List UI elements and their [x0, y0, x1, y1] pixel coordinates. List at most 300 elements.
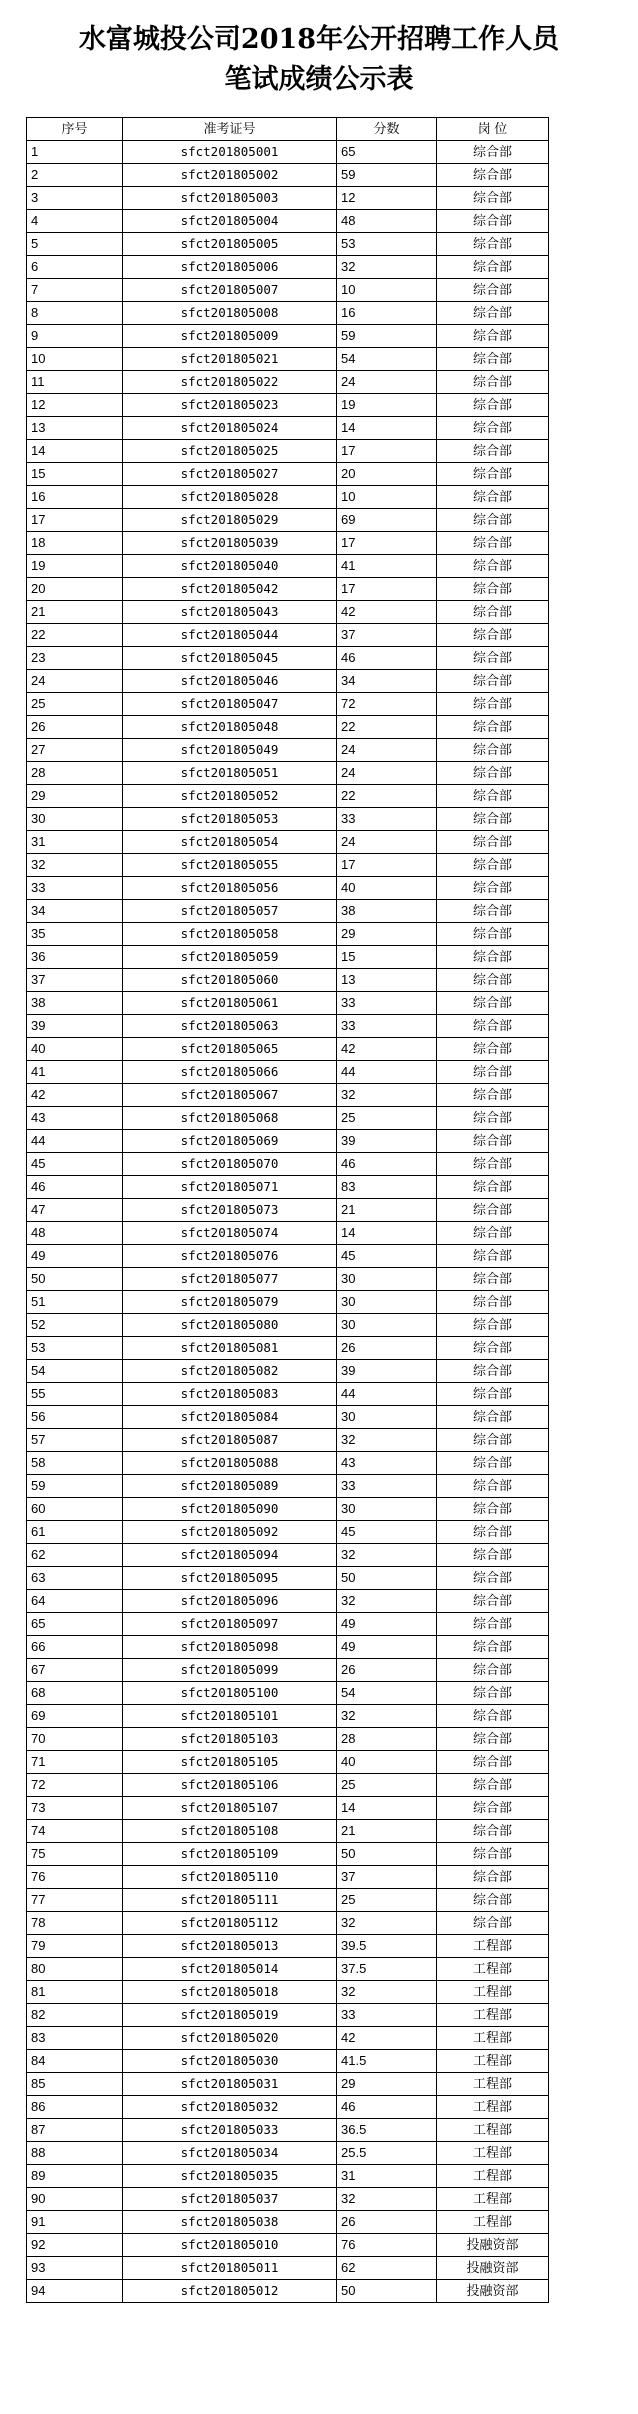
cell-position: 综合部	[437, 1659, 549, 1682]
cell-score: 30	[337, 1314, 437, 1337]
cell-exam-id: sfct201805082	[123, 1360, 337, 1383]
cell-seq: 93	[27, 2257, 123, 2280]
cell-position: 综合部	[437, 946, 549, 969]
cell-exam-id: sfct201805014	[123, 1958, 337, 1981]
cell-score: 14	[337, 1222, 437, 1245]
table-header-row	[27, 118, 549, 141]
cell-exam-id: sfct201805037	[123, 2188, 337, 2211]
cell-exam-id: sfct201805007	[123, 279, 337, 302]
cell-exam-id: sfct201805049	[123, 739, 337, 762]
cell-score: 32	[337, 1544, 437, 1567]
cell-exam-id: sfct201805020	[123, 2027, 337, 2050]
cell-seq: 75	[27, 1843, 123, 1866]
cell-position: 综合部	[437, 555, 549, 578]
cell-score: 24	[337, 739, 437, 762]
cell-exam-id: sfct201805056	[123, 877, 337, 900]
table-row	[27, 1360, 549, 1383]
cell-seq: 81	[27, 1981, 123, 2004]
cell-exam-id: sfct201805073	[123, 1199, 337, 1222]
table-row	[27, 992, 549, 1015]
cell-seq: 79	[27, 1935, 123, 1958]
table-row	[27, 279, 549, 302]
cell-exam-id: sfct201805089	[123, 1475, 337, 1498]
cell-position: 工程部	[437, 1981, 549, 2004]
cell-exam-id: sfct201805028	[123, 486, 337, 509]
table-row	[27, 302, 549, 325]
cell-seq: 85	[27, 2073, 123, 2096]
cell-score: 41	[337, 555, 437, 578]
cell-score: 12	[337, 187, 437, 210]
cell-position: 综合部	[437, 141, 549, 164]
table-row	[27, 923, 549, 946]
cell-score: 33	[337, 2004, 437, 2027]
cell-exam-id: sfct201805096	[123, 1590, 337, 1613]
table-row	[27, 1567, 549, 1590]
cell-score: 50	[337, 2280, 437, 2303]
cell-exam-id: sfct201805105	[123, 1751, 337, 1774]
cell-seq: 47	[27, 1199, 123, 1222]
table-row	[27, 1429, 549, 1452]
table-row	[27, 1912, 549, 1935]
cell-seq: 5	[27, 233, 123, 256]
table-row	[27, 1935, 549, 1958]
cell-score: 76	[337, 2234, 437, 2257]
table-row	[27, 1038, 549, 1061]
cell-seq: 22	[27, 624, 123, 647]
cell-position: 综合部	[437, 1291, 549, 1314]
cell-position: 综合部	[437, 1521, 549, 1544]
cell-exam-id: sfct201805035	[123, 2165, 337, 2188]
cell-position: 综合部	[437, 532, 549, 555]
cell-position: 综合部	[437, 1061, 549, 1084]
table-row	[27, 440, 549, 463]
cell-score: 20	[337, 463, 437, 486]
cell-seq: 58	[27, 1452, 123, 1475]
cell-score: 30	[337, 1498, 437, 1521]
cell-score: 37	[337, 624, 437, 647]
cell-position: 综合部	[437, 279, 549, 302]
cell-score: 39	[337, 1360, 437, 1383]
cell-position: 综合部	[437, 670, 549, 693]
cell-position: 综合部	[437, 877, 549, 900]
cell-exam-id: sfct201805103	[123, 1728, 337, 1751]
cell-position: 综合部	[437, 1337, 549, 1360]
table-row	[27, 1774, 549, 1797]
cell-position: 综合部	[437, 601, 549, 624]
cell-seq: 3	[27, 187, 123, 210]
cell-position: 工程部	[437, 2096, 549, 2119]
cell-score: 17	[337, 532, 437, 555]
table-row	[27, 739, 549, 762]
cell-seq: 80	[27, 1958, 123, 1981]
cell-position: 投融资部	[437, 2234, 549, 2257]
cell-score: 32	[337, 1590, 437, 1613]
table-row	[27, 1521, 549, 1544]
cell-seq: 51	[27, 1291, 123, 1314]
cell-position: 综合部	[437, 647, 549, 670]
cell-exam-id: sfct201805088	[123, 1452, 337, 1475]
cell-exam-id: sfct201805069	[123, 1130, 337, 1153]
cell-seq: 88	[27, 2142, 123, 2165]
cell-score: 54	[337, 1682, 437, 1705]
cell-seq: 53	[27, 1337, 123, 1360]
cell-score: 38	[337, 900, 437, 923]
table-row	[27, 1084, 549, 1107]
cell-exam-id: sfct201805054	[123, 831, 337, 854]
cell-seq: 21	[27, 601, 123, 624]
table-row	[27, 2280, 549, 2303]
cell-exam-id: sfct201805048	[123, 716, 337, 739]
table-row	[27, 1291, 549, 1314]
cell-score: 25	[337, 1107, 437, 1130]
cell-seq: 7	[27, 279, 123, 302]
cell-seq: 68	[27, 1682, 123, 1705]
cell-position: 综合部	[437, 164, 549, 187]
cell-seq: 17	[27, 509, 123, 532]
cell-seq: 15	[27, 463, 123, 486]
table-row	[27, 1406, 549, 1429]
cell-score: 33	[337, 808, 437, 831]
cell-seq: 28	[27, 762, 123, 785]
cell-seq: 64	[27, 1590, 123, 1613]
table-row	[27, 233, 549, 256]
cell-seq: 72	[27, 1774, 123, 1797]
table-row	[27, 210, 549, 233]
table-row	[27, 762, 549, 785]
cell-exam-id: sfct201805109	[123, 1843, 337, 1866]
cell-exam-id: sfct201805042	[123, 578, 337, 601]
cell-position: 综合部	[437, 785, 549, 808]
table-row	[27, 1498, 549, 1521]
cell-seq: 65	[27, 1613, 123, 1636]
cell-score: 40	[337, 877, 437, 900]
cell-position: 综合部	[437, 463, 549, 486]
cell-seq: 82	[27, 2004, 123, 2027]
cell-exam-id: sfct201805077	[123, 1268, 337, 1291]
table-row	[27, 1705, 549, 1728]
cell-position: 综合部	[437, 1843, 549, 1866]
title-line-2: 笔试成绩公示表	[224, 64, 414, 95]
cell-exam-id: sfct201805044	[123, 624, 337, 647]
cell-exam-id: sfct201805008	[123, 302, 337, 325]
cell-exam-id: sfct201805094	[123, 1544, 337, 1567]
cell-position: 综合部	[437, 1176, 549, 1199]
table-row	[27, 2142, 549, 2165]
cell-position: 综合部	[437, 1153, 549, 1176]
table-row	[27, 1475, 549, 1498]
table-row	[27, 1682, 549, 1705]
table-row	[27, 394, 549, 417]
table-row	[27, 1153, 549, 1176]
cell-score: 45	[337, 1521, 437, 1544]
cell-position: 综合部	[437, 1314, 549, 1337]
cell-exam-id: sfct201805045	[123, 647, 337, 670]
cell-seq: 84	[27, 2050, 123, 2073]
header-score: 分数	[337, 118, 437, 141]
cell-score: 24	[337, 762, 437, 785]
cell-position: 综合部	[437, 1705, 549, 1728]
cell-exam-id: sfct201805039	[123, 532, 337, 555]
cell-exam-id: sfct201805023	[123, 394, 337, 417]
cell-position: 投融资部	[437, 2257, 549, 2280]
title-line-1: 水富城投公司2018年公开招聘工作人员	[78, 24, 560, 55]
cell-exam-id: sfct201805079	[123, 1291, 337, 1314]
cell-score: 10	[337, 279, 437, 302]
cell-seq: 38	[27, 992, 123, 1015]
cell-seq: 60	[27, 1498, 123, 1521]
cell-seq: 12	[27, 394, 123, 417]
cell-position: 综合部	[437, 693, 549, 716]
cell-position: 工程部	[437, 2165, 549, 2188]
cell-exam-id: sfct201805005	[123, 233, 337, 256]
cell-score: 32	[337, 256, 437, 279]
cell-position: 综合部	[437, 992, 549, 1015]
cell-position: 综合部	[437, 739, 549, 762]
table-row	[27, 2027, 549, 2050]
table-row	[27, 601, 549, 624]
cell-exam-id: sfct201805100	[123, 1682, 337, 1705]
cell-seq: 33	[27, 877, 123, 900]
cell-exam-id: sfct201805110	[123, 1866, 337, 1889]
cell-exam-id: sfct201805046	[123, 670, 337, 693]
cell-seq: 50	[27, 1268, 123, 1291]
table-row	[27, 716, 549, 739]
cell-score: 14	[337, 1797, 437, 1820]
cell-score: 59	[337, 325, 437, 348]
table-row	[27, 1130, 549, 1153]
cell-seq: 39	[27, 1015, 123, 1038]
table-row	[27, 1176, 549, 1199]
cell-exam-id: sfct201805021	[123, 348, 337, 371]
cell-position: 投融资部	[437, 2280, 549, 2303]
cell-seq: 36	[27, 946, 123, 969]
cell-position: 综合部	[437, 187, 549, 210]
cell-exam-id: sfct201805065	[123, 1038, 337, 1061]
cell-score: 26	[337, 1337, 437, 1360]
cell-seq: 89	[27, 2165, 123, 2188]
table-row	[27, 1199, 549, 1222]
cell-exam-id: sfct201805112	[123, 1912, 337, 1935]
table-row	[27, 578, 549, 601]
cell-score: 37.5	[337, 1958, 437, 1981]
cell-seq: 69	[27, 1705, 123, 1728]
cell-seq: 94	[27, 2280, 123, 2303]
cell-score: 33	[337, 1015, 437, 1038]
table-row	[27, 877, 549, 900]
cell-seq: 67	[27, 1659, 123, 1682]
cell-score: 15	[337, 946, 437, 969]
cell-exam-id: sfct201805101	[123, 1705, 337, 1728]
table-row	[27, 670, 549, 693]
cell-position: 综合部	[437, 256, 549, 279]
cell-exam-id: sfct201805070	[123, 1153, 337, 1176]
cell-score: 50	[337, 1843, 437, 1866]
cell-position: 工程部	[437, 2004, 549, 2027]
table-row	[27, 2096, 549, 2119]
table-row	[27, 1820, 549, 1843]
cell-position: 综合部	[437, 716, 549, 739]
cell-score: 33	[337, 992, 437, 1015]
cell-score: 17	[337, 854, 437, 877]
table-row	[27, 555, 549, 578]
table-row	[27, 624, 549, 647]
cell-exam-id: sfct201805047	[123, 693, 337, 716]
cell-score: 46	[337, 2096, 437, 2119]
page-title	[0, 20, 638, 100]
cell-seq: 87	[27, 2119, 123, 2142]
cell-position: 工程部	[437, 2188, 549, 2211]
cell-seq: 10	[27, 348, 123, 371]
cell-score: 46	[337, 1153, 437, 1176]
cell-score: 54	[337, 348, 437, 371]
cell-seq: 62	[27, 1544, 123, 1567]
cell-score: 72	[337, 693, 437, 716]
cell-position: 工程部	[437, 2142, 549, 2165]
table-row	[27, 1107, 549, 1130]
cell-exam-id: sfct201805022	[123, 371, 337, 394]
cell-seq: 91	[27, 2211, 123, 2234]
cell-exam-id: sfct201805027	[123, 463, 337, 486]
cell-position: 工程部	[437, 1958, 549, 1981]
cell-score: 65	[337, 141, 437, 164]
cell-seq: 41	[27, 1061, 123, 1084]
header-seq: 序号	[27, 118, 123, 141]
cell-seq: 74	[27, 1820, 123, 1843]
cell-position: 综合部	[437, 1130, 549, 1153]
cell-seq: 32	[27, 854, 123, 877]
cell-exam-id: sfct201805034	[123, 2142, 337, 2165]
cell-exam-id: sfct201805033	[123, 2119, 337, 2142]
table-row	[27, 1659, 549, 1682]
table-row	[27, 2119, 549, 2142]
cell-position: 综合部	[437, 1820, 549, 1843]
cell-score: 21	[337, 1199, 437, 1222]
table-row	[27, 1590, 549, 1613]
cell-score: 36.5	[337, 2119, 437, 2142]
cell-seq: 30	[27, 808, 123, 831]
cell-seq: 19	[27, 555, 123, 578]
table-row	[27, 900, 549, 923]
cell-position: 综合部	[437, 1475, 549, 1498]
cell-position: 工程部	[437, 2119, 549, 2142]
cell-exam-id: sfct201805053	[123, 808, 337, 831]
cell-exam-id: sfct201805013	[123, 1935, 337, 1958]
cell-position: 综合部	[437, 1797, 549, 1820]
cell-seq: 31	[27, 831, 123, 854]
cell-exam-id: sfct201805004	[123, 210, 337, 233]
cell-seq: 56	[27, 1406, 123, 1429]
table-row	[27, 325, 549, 348]
cell-exam-id: sfct201805060	[123, 969, 337, 992]
cell-exam-id: sfct201805068	[123, 1107, 337, 1130]
table-row	[27, 647, 549, 670]
cell-exam-id: sfct201805010	[123, 2234, 337, 2257]
cell-position: 综合部	[437, 1912, 549, 1935]
table-row	[27, 1889, 549, 1912]
cell-seq: 86	[27, 2096, 123, 2119]
cell-seq: 27	[27, 739, 123, 762]
cell-score: 48	[337, 210, 437, 233]
cell-exam-id: sfct201805025	[123, 440, 337, 463]
cell-position: 综合部	[437, 394, 549, 417]
cell-exam-id: sfct201805098	[123, 1636, 337, 1659]
cell-exam-id: sfct201805059	[123, 946, 337, 969]
cell-score: 22	[337, 716, 437, 739]
cell-score: 43	[337, 1452, 437, 1475]
cell-position: 综合部	[437, 1245, 549, 1268]
cell-score: 50	[337, 1567, 437, 1590]
cell-score: 30	[337, 1291, 437, 1314]
cell-position: 综合部	[437, 578, 549, 601]
cell-seq: 44	[27, 1130, 123, 1153]
cell-position: 综合部	[437, 1222, 549, 1245]
cell-seq: 1	[27, 141, 123, 164]
table-row	[27, 187, 549, 210]
cell-score: 24	[337, 371, 437, 394]
table-row	[27, 1015, 549, 1038]
cell-seq: 37	[27, 969, 123, 992]
table-row	[27, 2050, 549, 2073]
cell-exam-id: sfct201805074	[123, 1222, 337, 1245]
cell-seq: 63	[27, 1567, 123, 1590]
table-row	[27, 256, 549, 279]
table-body	[27, 141, 549, 2303]
cell-position: 综合部	[437, 486, 549, 509]
cell-exam-id: sfct201805038	[123, 2211, 337, 2234]
cell-exam-id: sfct201805083	[123, 1383, 337, 1406]
cell-score: 25	[337, 1889, 437, 1912]
cell-score: 29	[337, 923, 437, 946]
table-row	[27, 2188, 549, 2211]
cell-score: 39.5	[337, 1935, 437, 1958]
cell-score: 30	[337, 1268, 437, 1291]
cell-score: 31	[337, 2165, 437, 2188]
cell-exam-id: sfct201805067	[123, 1084, 337, 1107]
cell-score: 32	[337, 1084, 437, 1107]
cell-score: 41.5	[337, 2050, 437, 2073]
table-row	[27, 371, 549, 394]
cell-position: 综合部	[437, 210, 549, 233]
table-row	[27, 785, 549, 808]
cell-seq: 45	[27, 1153, 123, 1176]
cell-position: 综合部	[437, 1728, 549, 1751]
cell-exam-id: sfct201805043	[123, 601, 337, 624]
cell-seq: 92	[27, 2234, 123, 2257]
cell-seq: 42	[27, 1084, 123, 1107]
cell-seq: 4	[27, 210, 123, 233]
cell-position: 综合部	[437, 1383, 549, 1406]
table-row	[27, 2234, 549, 2257]
cell-exam-id: sfct201805066	[123, 1061, 337, 1084]
cell-position: 综合部	[437, 371, 549, 394]
table-row	[27, 1222, 549, 1245]
cell-score: 25.5	[337, 2142, 437, 2165]
cell-seq: 57	[27, 1429, 123, 1452]
cell-score: 37	[337, 1866, 437, 1889]
cell-exam-id: sfct201805108	[123, 1820, 337, 1843]
cell-exam-id: sfct201805055	[123, 854, 337, 877]
cell-position: 综合部	[437, 1360, 549, 1383]
cell-position: 综合部	[437, 1636, 549, 1659]
cell-position: 工程部	[437, 2050, 549, 2073]
cell-seq: 29	[27, 785, 123, 808]
cell-exam-id: sfct201805024	[123, 417, 337, 440]
cell-seq: 61	[27, 1521, 123, 1544]
table-row	[27, 463, 549, 486]
table-row	[27, 2165, 549, 2188]
cell-exam-id: sfct201805092	[123, 1521, 337, 1544]
cell-position: 综合部	[437, 1544, 549, 1567]
